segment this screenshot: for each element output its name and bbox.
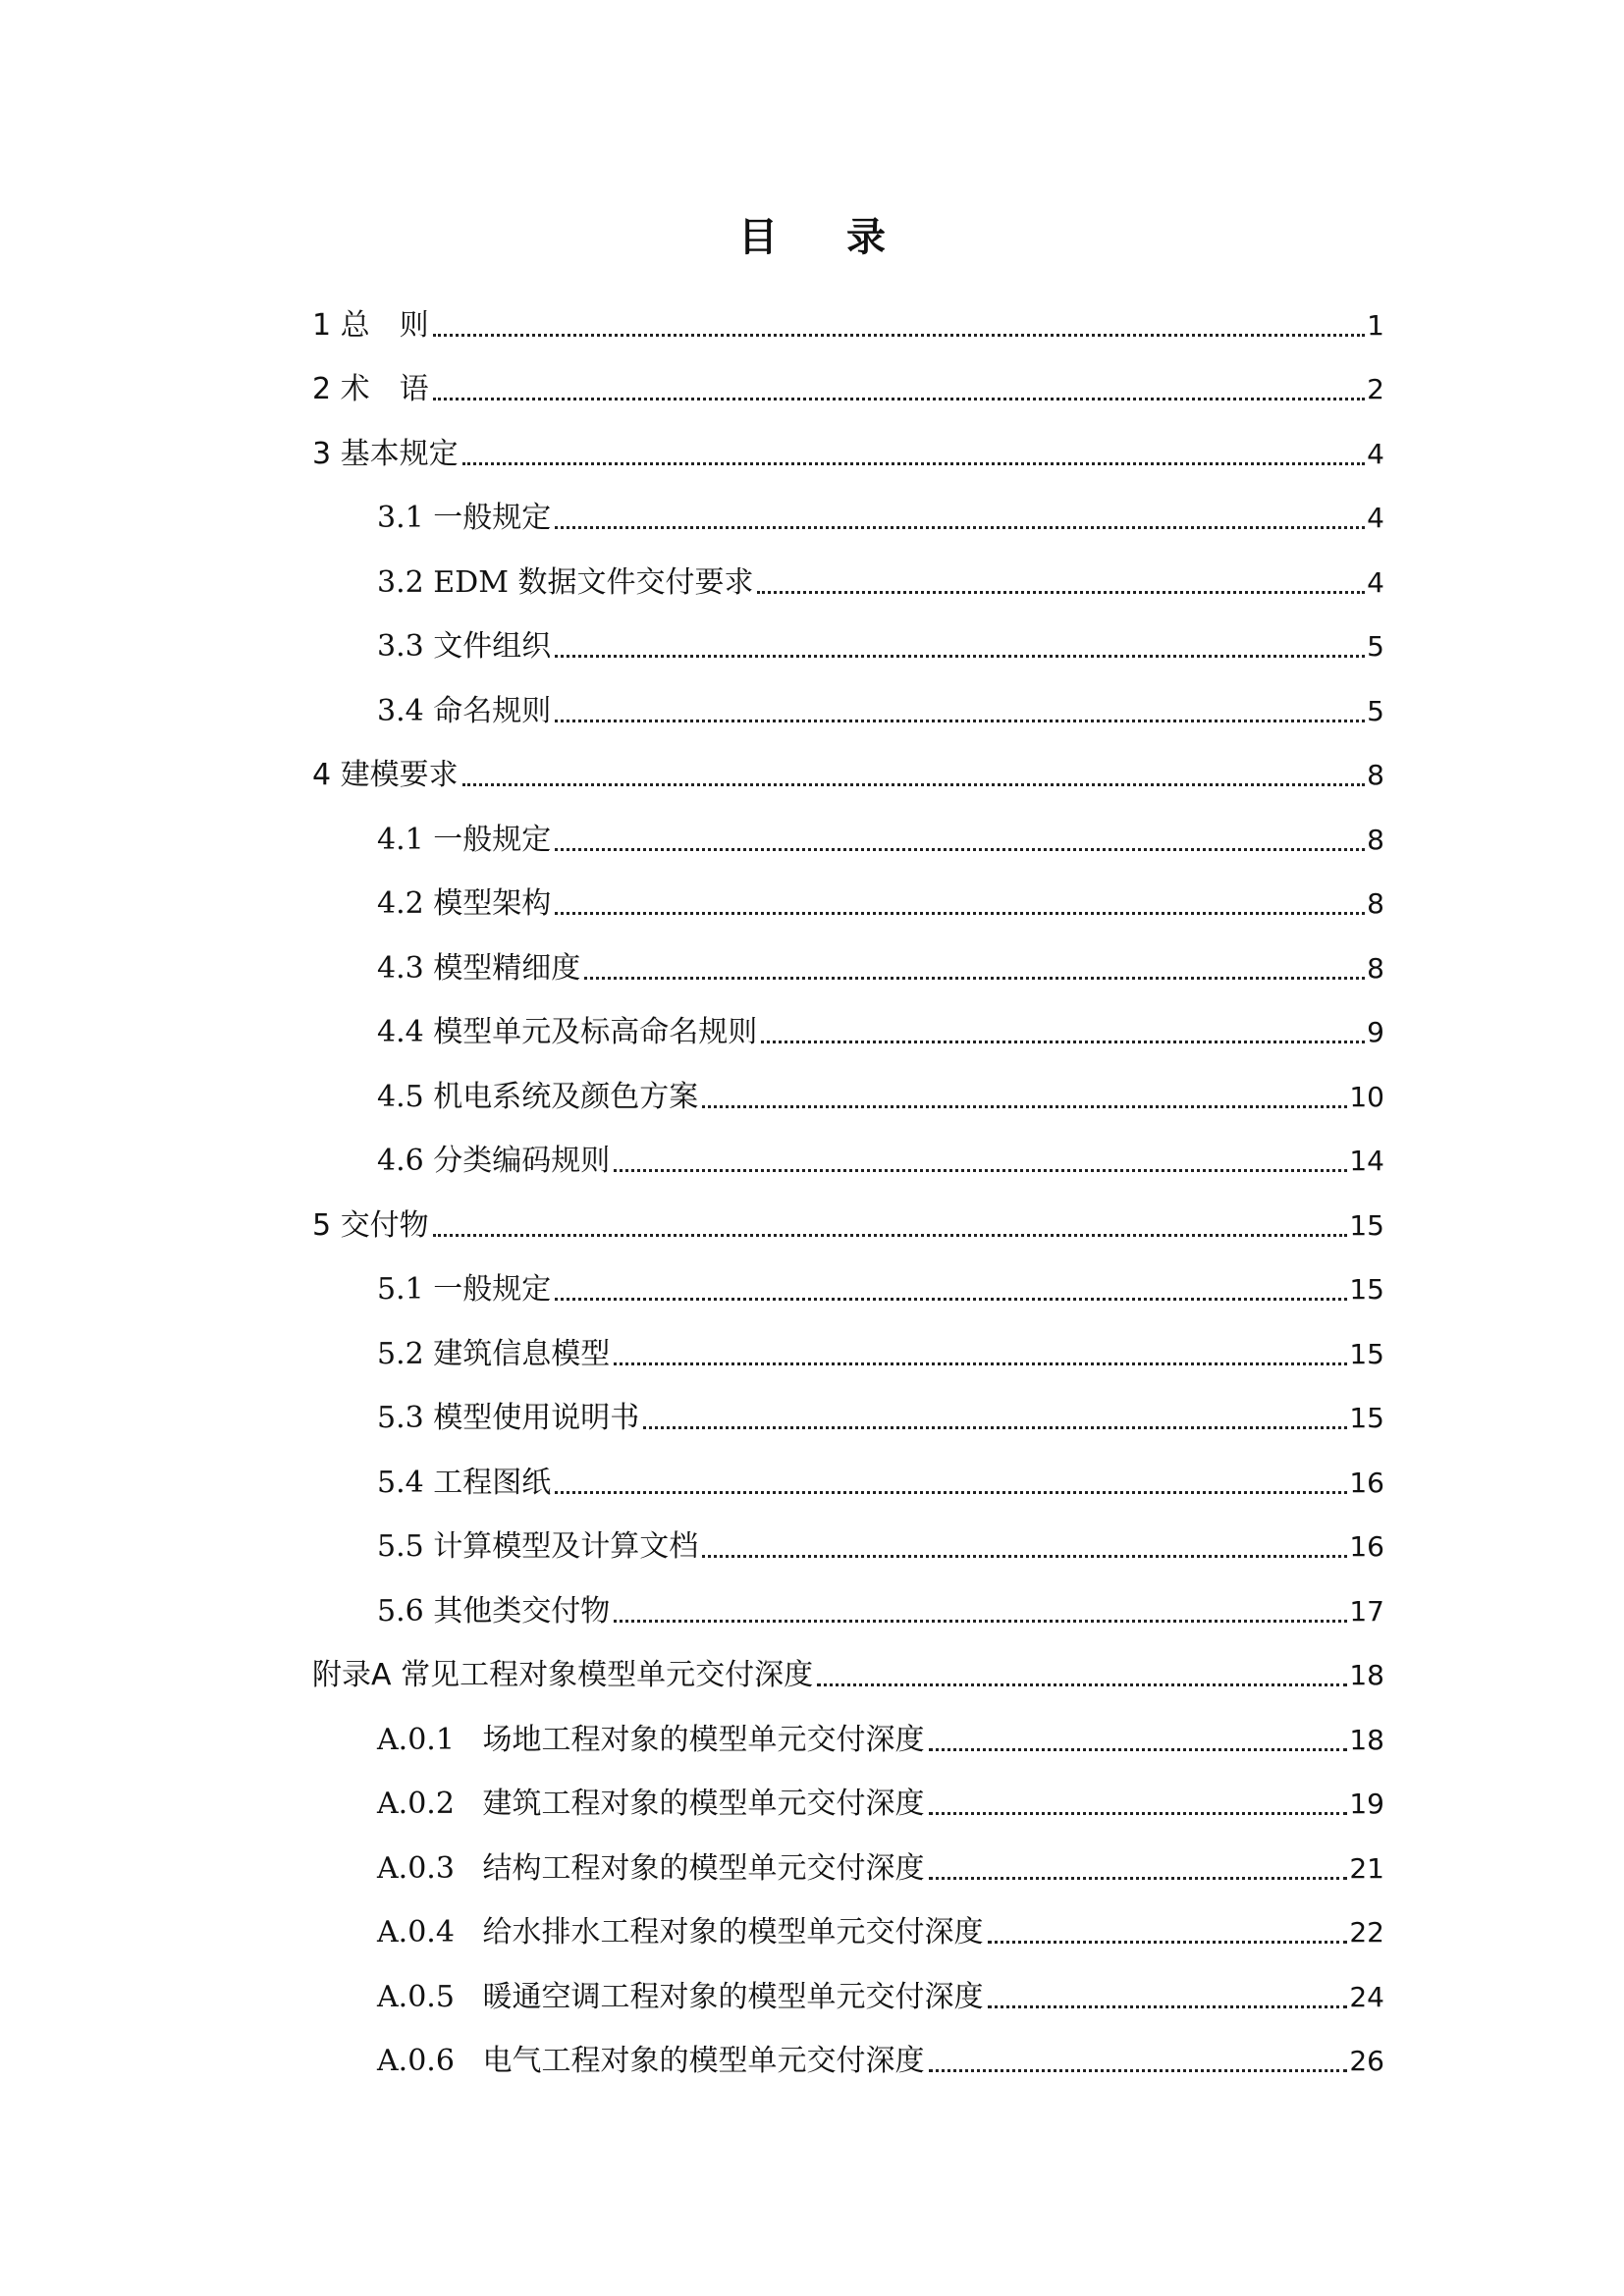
toc-leader-dots (555, 720, 1365, 722)
toc-entry-text: 总 则 (340, 307, 429, 343)
toc-entry[interactable] (312, 289, 1384, 353)
toc-entry[interactable] (312, 803, 1384, 868)
toc-entry-page: 4 (1367, 437, 1384, 470)
toc-entry-number: A.0.2 (377, 1787, 455, 1821)
toc-leader-dots (555, 655, 1365, 658)
toc-entry-text: 术 语 (340, 372, 429, 406)
toc-entry-page: 15 (1349, 1208, 1384, 1242)
toc-entry-label (312, 1208, 429, 1244)
toc-entry-label (377, 501, 551, 536)
toc-entry-label (312, 1658, 813, 1693)
toc-leader-dots (555, 848, 1365, 851)
toc-entry-page: 15 (1349, 1273, 1384, 1306)
toc-entry[interactable] (312, 1960, 1384, 2025)
toc-entry-number: A.0.5 (377, 1979, 455, 2014)
toc-entry[interactable] (312, 1382, 1384, 1447)
toc-entry[interactable] (312, 868, 1384, 933)
toc-leader-dots (433, 334, 1366, 337)
toc-entry-label (312, 758, 459, 793)
toc-entry[interactable] (312, 546, 1384, 611)
toc-entry-page: 17 (1349, 1594, 1384, 1628)
toc-entry-text: 场地工程对象的模型单元交付深度 (482, 1722, 925, 1757)
toc-entry[interactable] (312, 1896, 1384, 1961)
toc-entry-label (377, 1723, 925, 1758)
toc-entry-label (377, 1594, 610, 1629)
toc-entry-label (377, 1915, 984, 1950)
toc-entry-page: 16 (1349, 1530, 1384, 1563)
toc-entry-label (377, 1080, 698, 1115)
toc-list (312, 289, 1384, 2089)
toc-entry-page: 21 (1349, 1851, 1384, 1885)
toc-entry-page: 19 (1349, 1788, 1384, 1820)
toc-entry-page: 9 (1367, 1016, 1384, 1048)
toc-entry-label (377, 2044, 925, 2079)
toc-entry-number: 4.2 (377, 886, 424, 921)
toc-entry-text: 一般规定 (433, 501, 552, 535)
toc-entry-label (377, 1337, 610, 1372)
toc-leader-dots (929, 2069, 1348, 2072)
toc-entry-number: 4 (312, 758, 332, 792)
toc-entry[interactable] (312, 482, 1384, 547)
toc-entry-text: 工程图纸 (433, 1465, 552, 1500)
toc-entry-text: EDM 数据文件交付要求 (433, 564, 754, 600)
toc-entry-number: 5.1 (377, 1272, 424, 1307)
toc-entry-label (377, 886, 551, 922)
toc-leader-dots (462, 462, 1366, 465)
toc-entry-number: 5.2 (377, 1336, 424, 1371)
toc-entry-number: A.0.3 (377, 1850, 455, 1886)
toc-leader-dots (555, 526, 1365, 529)
toc-leader-dots (462, 783, 1366, 786)
toc-entry-number: 5.5 (377, 1529, 424, 1564)
toc-entry-text: 建模要求 (340, 758, 459, 792)
toc-entry-number: 5 (312, 1207, 332, 1243)
toc-entry-label (312, 437, 459, 472)
toc-entry[interactable] (312, 2025, 1384, 2090)
toc-entry-label (377, 565, 753, 601)
toc-entry-page: 24 (1349, 1980, 1384, 2013)
toc-entry-label (377, 1851, 925, 1887)
toc-leader-dots (817, 1683, 1347, 1686)
toc-entry-page: 8 (1367, 823, 1384, 856)
toc-leader-dots (433, 398, 1366, 400)
toc-leader-dots (929, 1877, 1348, 1880)
toc-entry-label (377, 629, 551, 665)
toc-entry[interactable] (312, 996, 1384, 1061)
toc-entry-number: 4.4 (377, 1015, 424, 1049)
toc-leader-dots (988, 1941, 1348, 1944)
toc-leader-dots (433, 1234, 1348, 1237)
toc-entry[interactable] (312, 611, 1384, 675)
toc-leader-dots (988, 2005, 1348, 2008)
toc-entry-page: 10 (1349, 1080, 1384, 1113)
toc-entry-number: A.0.6 (377, 2044, 455, 2078)
toc-leader-dots (929, 1812, 1348, 1815)
toc-entry-label (377, 1272, 551, 1308)
toc-entry-page: 16 (1349, 1466, 1384, 1499)
toc-entry-label (312, 308, 429, 344)
toc-leader-dots (614, 1620, 1347, 1623)
toc-entry[interactable] (312, 739, 1384, 804)
toc-entry-text: 结构工程对象的模型单元交付深度 (482, 1850, 925, 1886)
toc-entry-text: 模型架构 (433, 886, 552, 921)
toc-entry[interactable] (312, 1446, 1384, 1511)
toc-entry-number: 5.6 (377, 1593, 424, 1629)
toc-entry-text: 建筑工程对象的模型单元交付深度 (482, 1787, 925, 1821)
toc-entry-text: 命名规则 (433, 693, 552, 728)
toc-entry-page: 22 (1349, 1916, 1384, 1949)
toc-entry-label (377, 1787, 925, 1822)
toc-leader-dots (555, 1298, 1347, 1301)
toc-entry-label (377, 1466, 551, 1501)
toc-entry[interactable] (312, 1703, 1384, 1768)
toc-entry-number: A.0.1 (377, 1722, 455, 1757)
toc-entry-number: 3.3 (377, 629, 424, 664)
toc-entry-label (377, 1980, 984, 2015)
toc-entry-text: 给水排水工程对象的模型单元交付深度 (482, 1915, 984, 1949)
toc-entry-text: 文件组织 (433, 629, 552, 664)
toc-entry-number: 1 (312, 307, 332, 343)
toc-entry-page: 1 (1367, 308, 1384, 342)
toc-entry-number: 2 (312, 372, 332, 406)
toc-title: 目 录 (738, 215, 913, 260)
toc-entry-text: 一般规定 (433, 822, 552, 857)
toc-entry-number: 4.5 (377, 1079, 424, 1114)
toc-entry-number: A.0.4 (377, 1915, 455, 1949)
toc-entry-number: 4.1 (377, 822, 424, 857)
toc-entry-number: 附录A (312, 1658, 392, 1692)
toc-entry-number: 5.3 (377, 1401, 424, 1435)
toc-entry-label (377, 951, 580, 987)
toc-entry-text: 模型精细度 (433, 950, 581, 986)
toc-entry-text: 模型单元及标高命名规则 (433, 1015, 758, 1049)
toc-entry-number: 5.4 (377, 1465, 424, 1500)
toc-entry[interactable] (312, 1832, 1384, 1896)
toc-entry-text: 模型使用说明书 (433, 1401, 640, 1435)
toc-entry-page: 15 (1349, 1402, 1384, 1434)
toc-entry[interactable] (312, 674, 1384, 739)
toc-entry-page: 18 (1349, 1659, 1384, 1691)
toc-entry[interactable] (312, 932, 1384, 996)
toc-entry-label (312, 372, 429, 407)
toc-entry[interactable] (312, 1189, 1384, 1254)
toc-entry-page: 5 (1367, 630, 1384, 663)
toc-entry[interactable] (312, 1511, 1384, 1575)
toc-entry[interactable] (312, 1254, 1384, 1318)
toc-entry-page: 8 (1367, 951, 1384, 985)
toc-entry-page: 26 (1349, 2045, 1384, 2077)
toc-entry-text: 建筑信息模型 (433, 1336, 611, 1371)
toc-entry-number: 3.4 (377, 693, 424, 728)
toc-entry-text: 常见工程对象模型单元交付深度 (401, 1658, 814, 1692)
toc-entry[interactable] (312, 417, 1384, 482)
toc-entry-number: 3.2 (377, 564, 424, 600)
toc-entry-text: 暖通空调工程对象的模型单元交付深度 (482, 1979, 984, 2014)
toc-entry-label (377, 1144, 610, 1179)
toc-entry[interactable] (312, 1639, 1384, 1704)
toc-entry-page: 5 (1367, 694, 1384, 727)
toc-entry-page: 18 (1349, 1723, 1384, 1756)
toc-entry-page: 4 (1367, 502, 1384, 534)
toc-entry-page: 2 (1367, 373, 1384, 405)
toc-entry-number: 3 (312, 436, 332, 471)
toc-entry-text: 分类编码规则 (433, 1144, 611, 1178)
toc-entry[interactable] (312, 1575, 1384, 1639)
toc-leader-dots (584, 977, 1365, 980)
toc-entry[interactable] (312, 1768, 1384, 1833)
toc-entry-page: 14 (1349, 1145, 1384, 1177)
toc-leader-dots (614, 1169, 1347, 1172)
toc-entry-page: 4 (1367, 565, 1384, 599)
toc-entry-page: 8 (1367, 759, 1384, 791)
toc-leader-dots (929, 1748, 1348, 1751)
toc-leader-dots (761, 1041, 1365, 1043)
toc-leader-dots (643, 1426, 1347, 1429)
toc-leader-dots (702, 1105, 1347, 1108)
toc-entry-number: 4.3 (377, 950, 424, 986)
toc-entry[interactable] (312, 1060, 1384, 1125)
toc-leader-dots (555, 912, 1365, 915)
toc-entry[interactable] (312, 1125, 1384, 1190)
toc-entry-text: 电气工程对象的模型单元交付深度 (482, 2044, 925, 2078)
toc-entry-text: 交付物 (340, 1207, 429, 1243)
toc-entry-label (377, 694, 551, 729)
toc-entry-label (377, 823, 551, 858)
toc-entry[interactable] (312, 1317, 1384, 1382)
toc-leader-dots (614, 1362, 1347, 1365)
toc-entry-text: 一般规定 (433, 1272, 552, 1307)
toc-entry-text: 其他类交付物 (433, 1593, 611, 1629)
toc-entry-number: 4.6 (377, 1144, 424, 1178)
toc-leader-dots (757, 591, 1365, 594)
toc-entry-text: 机电系统及颜色方案 (433, 1079, 699, 1114)
toc-entry-label (377, 1015, 757, 1050)
toc-entry-label (377, 1401, 639, 1436)
toc-leader-dots (702, 1555, 1347, 1558)
toc-entry-text: 基本规定 (340, 436, 459, 471)
toc-entry-label (377, 1529, 698, 1565)
toc-entry-number: 3.1 (377, 501, 424, 535)
toc-entry[interactable] (312, 353, 1384, 418)
toc-entry-text: 计算模型及计算文档 (433, 1529, 699, 1564)
toc-leader-dots (555, 1491, 1347, 1494)
toc-entry-page: 8 (1367, 887, 1384, 920)
toc-entry-page: 15 (1349, 1337, 1384, 1370)
